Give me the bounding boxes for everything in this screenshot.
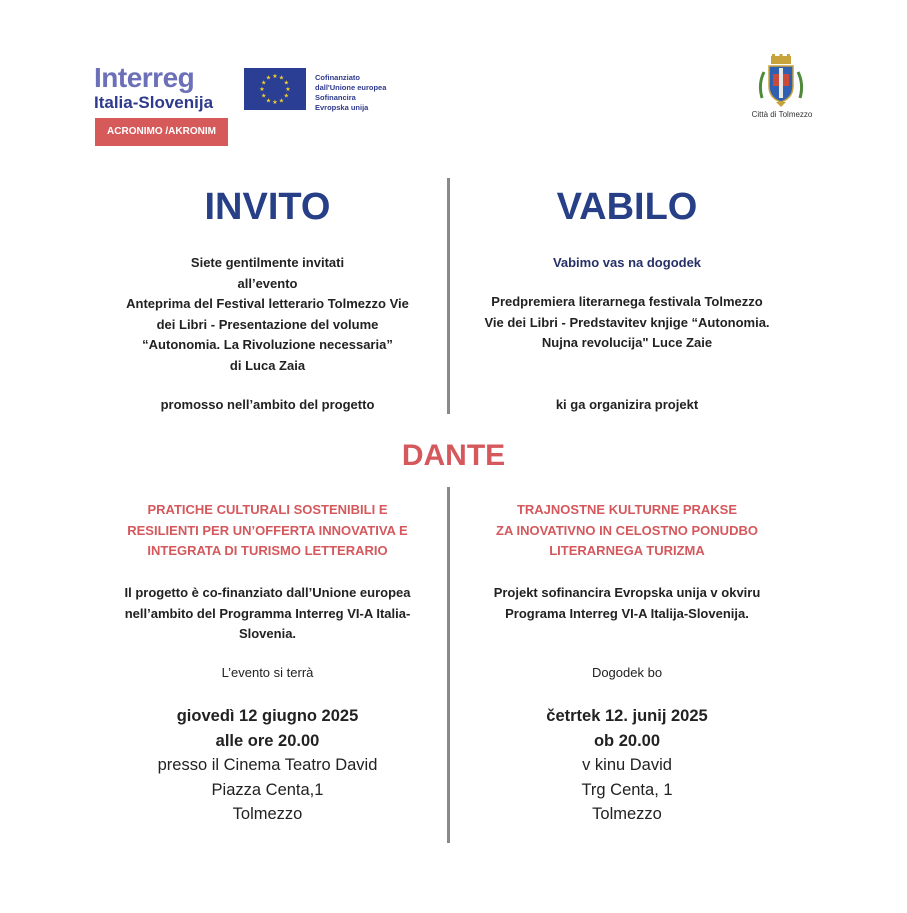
svg-text:★: ★ [261,79,267,87]
svg-text:★: ★ [259,86,265,93]
column-divider-top [447,178,450,414]
svg-text:★: ★ [278,74,285,82]
svg-text:★: ★ [283,92,289,100]
event-details-sl [457,704,797,827]
event-address: Piazza Centa,1 [211,780,324,799]
eu-flag-icon [244,68,306,110]
svg-text:★: ★ [265,74,272,82]
invito-intro: Siete gentilmente invitati all’evento Anteprima del Festival letterario Tolmezzo Vie dei Libri - Presentazione del volume “Autonomia. La Rivoluzione necessaria” di Luca Zaia [126,255,409,373]
svg-text:★: ★ [285,86,291,93]
event-town: Tolmezzo [592,805,662,823]
svg-text:★: ★ [283,79,289,87]
vabilo-intro: Vabimo vas na dogodek [552,255,702,270]
svg-text:★: ★ [261,92,267,100]
event-date: četrtek 12. junij 2025 [546,707,708,725]
funding-it: Il progetto è co-finanziato dall’Unione europea nell’ambito del Programma Interreg VI-A Italia- Slovenia. [124,585,411,641]
svg-text:★: ★ [272,73,278,80]
project-name: DANTE [401,439,506,472]
acronym-badge: ACRONIMO /AKRONIM [95,118,228,146]
event-details-it [95,704,440,827]
event-address: Trg Centa, 1 [581,780,673,799]
funding-sl: Projekt sofinancira Evropska unija v okviru Programa Interreg VI-A Italija-Slovenija. [493,585,761,621]
event-town: Tolmezzo [232,805,303,823]
held-label-it: L’evento si terrà [221,665,314,680]
vabilo-event: Predpremiera literarnega festivala Tolmezzo Vie dei Libri - Predstavitev knjige “Autonomia. Nujna revolucija" Luce Zaie [484,294,770,350]
eu-cofunding-text: Cofinanziato dall'Unione europea Sofinancira Evropska unija [315,73,387,112]
column-divider-bottom [447,487,450,843]
event-date: giovedì 12 giugno 2025 [176,707,359,725]
coat-of-arms-icon [756,54,806,110]
event-time: alle ore 20.00 [215,731,320,750]
svg-text:★: ★ [278,97,285,105]
project-desc-it: PRATICHE CULTURALI SOSTENIBILI E RESILIENTI PER UN’OFFERTA INNOVATIVA E INTEGRATA DI TURISMO LETTERARIO [127,502,408,558]
project-desc-sl: TRAJNOSTNE KULTURNE PRAKSE ZA INOVATIVNO IN CELOSTNO PONUDBO LITERARNEGA TURIZMA [496,502,758,558]
invito-promo: promosso nell’ambito del progetto [160,397,375,412]
interreg-logo-subtitle: Italia-Slovenija [94,93,214,112]
vabilo-promo: ki ga organizira projekt [555,397,699,412]
city-name-label: Città di Tolmezzo [751,110,813,119]
held-label-sl: Dogodek bo [591,665,663,680]
event-venue: v kinu David [582,756,672,774]
vabilo-title: VABILO [556,186,698,228]
invito-title: INVITO [204,186,331,228]
event-time: ob 20.00 [593,731,661,750]
event-venue: presso il Cinema Teatro David [157,756,378,774]
svg-text:★: ★ [265,97,272,105]
svg-text:★: ★ [272,99,278,106]
interreg-logo-text: Interreg [94,62,195,93]
